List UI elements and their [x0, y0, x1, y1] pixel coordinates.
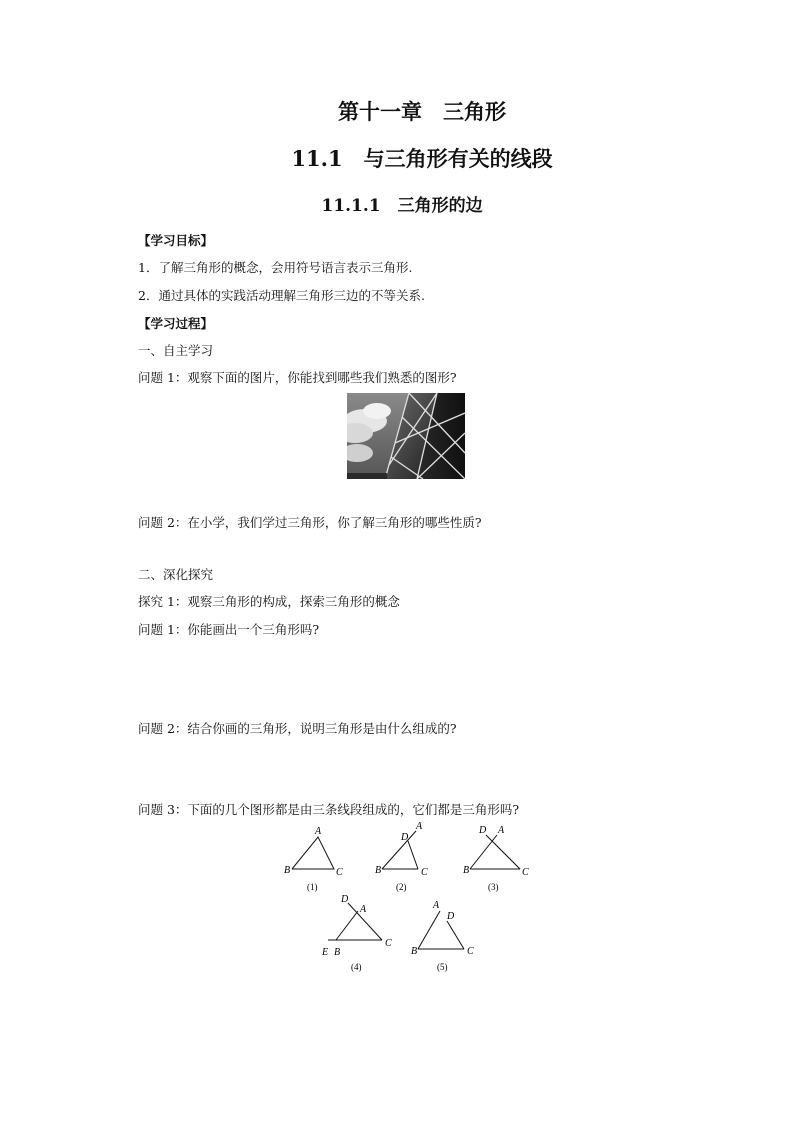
figure-3-caption: (3) — [488, 882, 499, 892]
figure-4-label-a: A — [360, 904, 367, 915]
section-title: 11.1 与三角形有关的线段 — [291, 146, 553, 171]
part2-question-3: 问题 3：下面的几个图形都是由三条线段组成的，它们都是三角形吗? — [138, 802, 520, 817]
figure-2-label-a: A — [416, 821, 423, 832]
figure-2-label-b: B — [375, 865, 382, 876]
figure-3-label-a: A — [498, 825, 505, 836]
figure-5-label-b: B — [411, 946, 418, 957]
figure-4-label-d: D — [341, 894, 349, 905]
figure-3-label-c: C — [522, 867, 529, 878]
explore-1: 探究 1：观察三角形的构成，探索三角形的概念 — [138, 594, 400, 609]
process-heading: 【学习过程】 — [138, 316, 214, 331]
figure-5-label-d: D — [447, 911, 455, 922]
subsection-title: 11.1.1 三角形的边 — [321, 196, 483, 216]
figure-4-label-c: C — [385, 938, 392, 949]
figure-5-caption: (5) — [437, 962, 448, 972]
triangle-figures — [270, 815, 550, 985]
figure-5-label-c: C — [467, 946, 474, 957]
figure-3-label-d: D — [479, 825, 487, 836]
building-photo — [347, 393, 465, 479]
figure-1-label-a: A — [315, 826, 322, 837]
figure-3-label-b: B — [463, 865, 470, 876]
part2-question-2: 问题 2：结合你画的三角形，说明三角形是由什么组成的? — [138, 721, 457, 736]
figure-2-label-c: C — [421, 867, 428, 878]
figure-2-caption: (2) — [396, 882, 407, 892]
figure-1-label-c: C — [336, 867, 343, 878]
figure-1-caption: (1) — [307, 882, 318, 892]
figure-1-label-b: B — [284, 865, 291, 876]
figure-4-caption: (4) — [351, 962, 362, 972]
part1-question-1: 问题 1：观察下面的图片，你能找到哪些我们熟悉的图形? — [138, 370, 457, 385]
part2-question-1: 问题 1：你能画出一个三角形吗? — [138, 622, 320, 637]
part2-heading: 二、深化探究 — [138, 567, 214, 582]
figure-2-label-d: D — [401, 832, 409, 843]
figure-5-label-a: A — [433, 900, 440, 911]
chapter-title: 第十一章 三角形 — [338, 99, 506, 124]
goals-heading: 【学习目标】 — [138, 233, 214, 248]
goal-item-1: 1．了解三角形的概念，会用符号语言表示三角形. — [138, 260, 413, 275]
figure-1-triangle — [292, 837, 334, 869]
goal-item-2: 2．通过具体的实践活动理解三角形三边的不等关系. — [138, 288, 425, 303]
figure-4-label-b: B — [334, 947, 341, 958]
part1-question-2: 问题 2：在小学，我们学过三角形，你了解三角形的哪些性质? — [138, 515, 482, 530]
part1-heading: 一、自主学习 — [138, 343, 214, 358]
figure-4-label-e: E — [322, 947, 329, 958]
